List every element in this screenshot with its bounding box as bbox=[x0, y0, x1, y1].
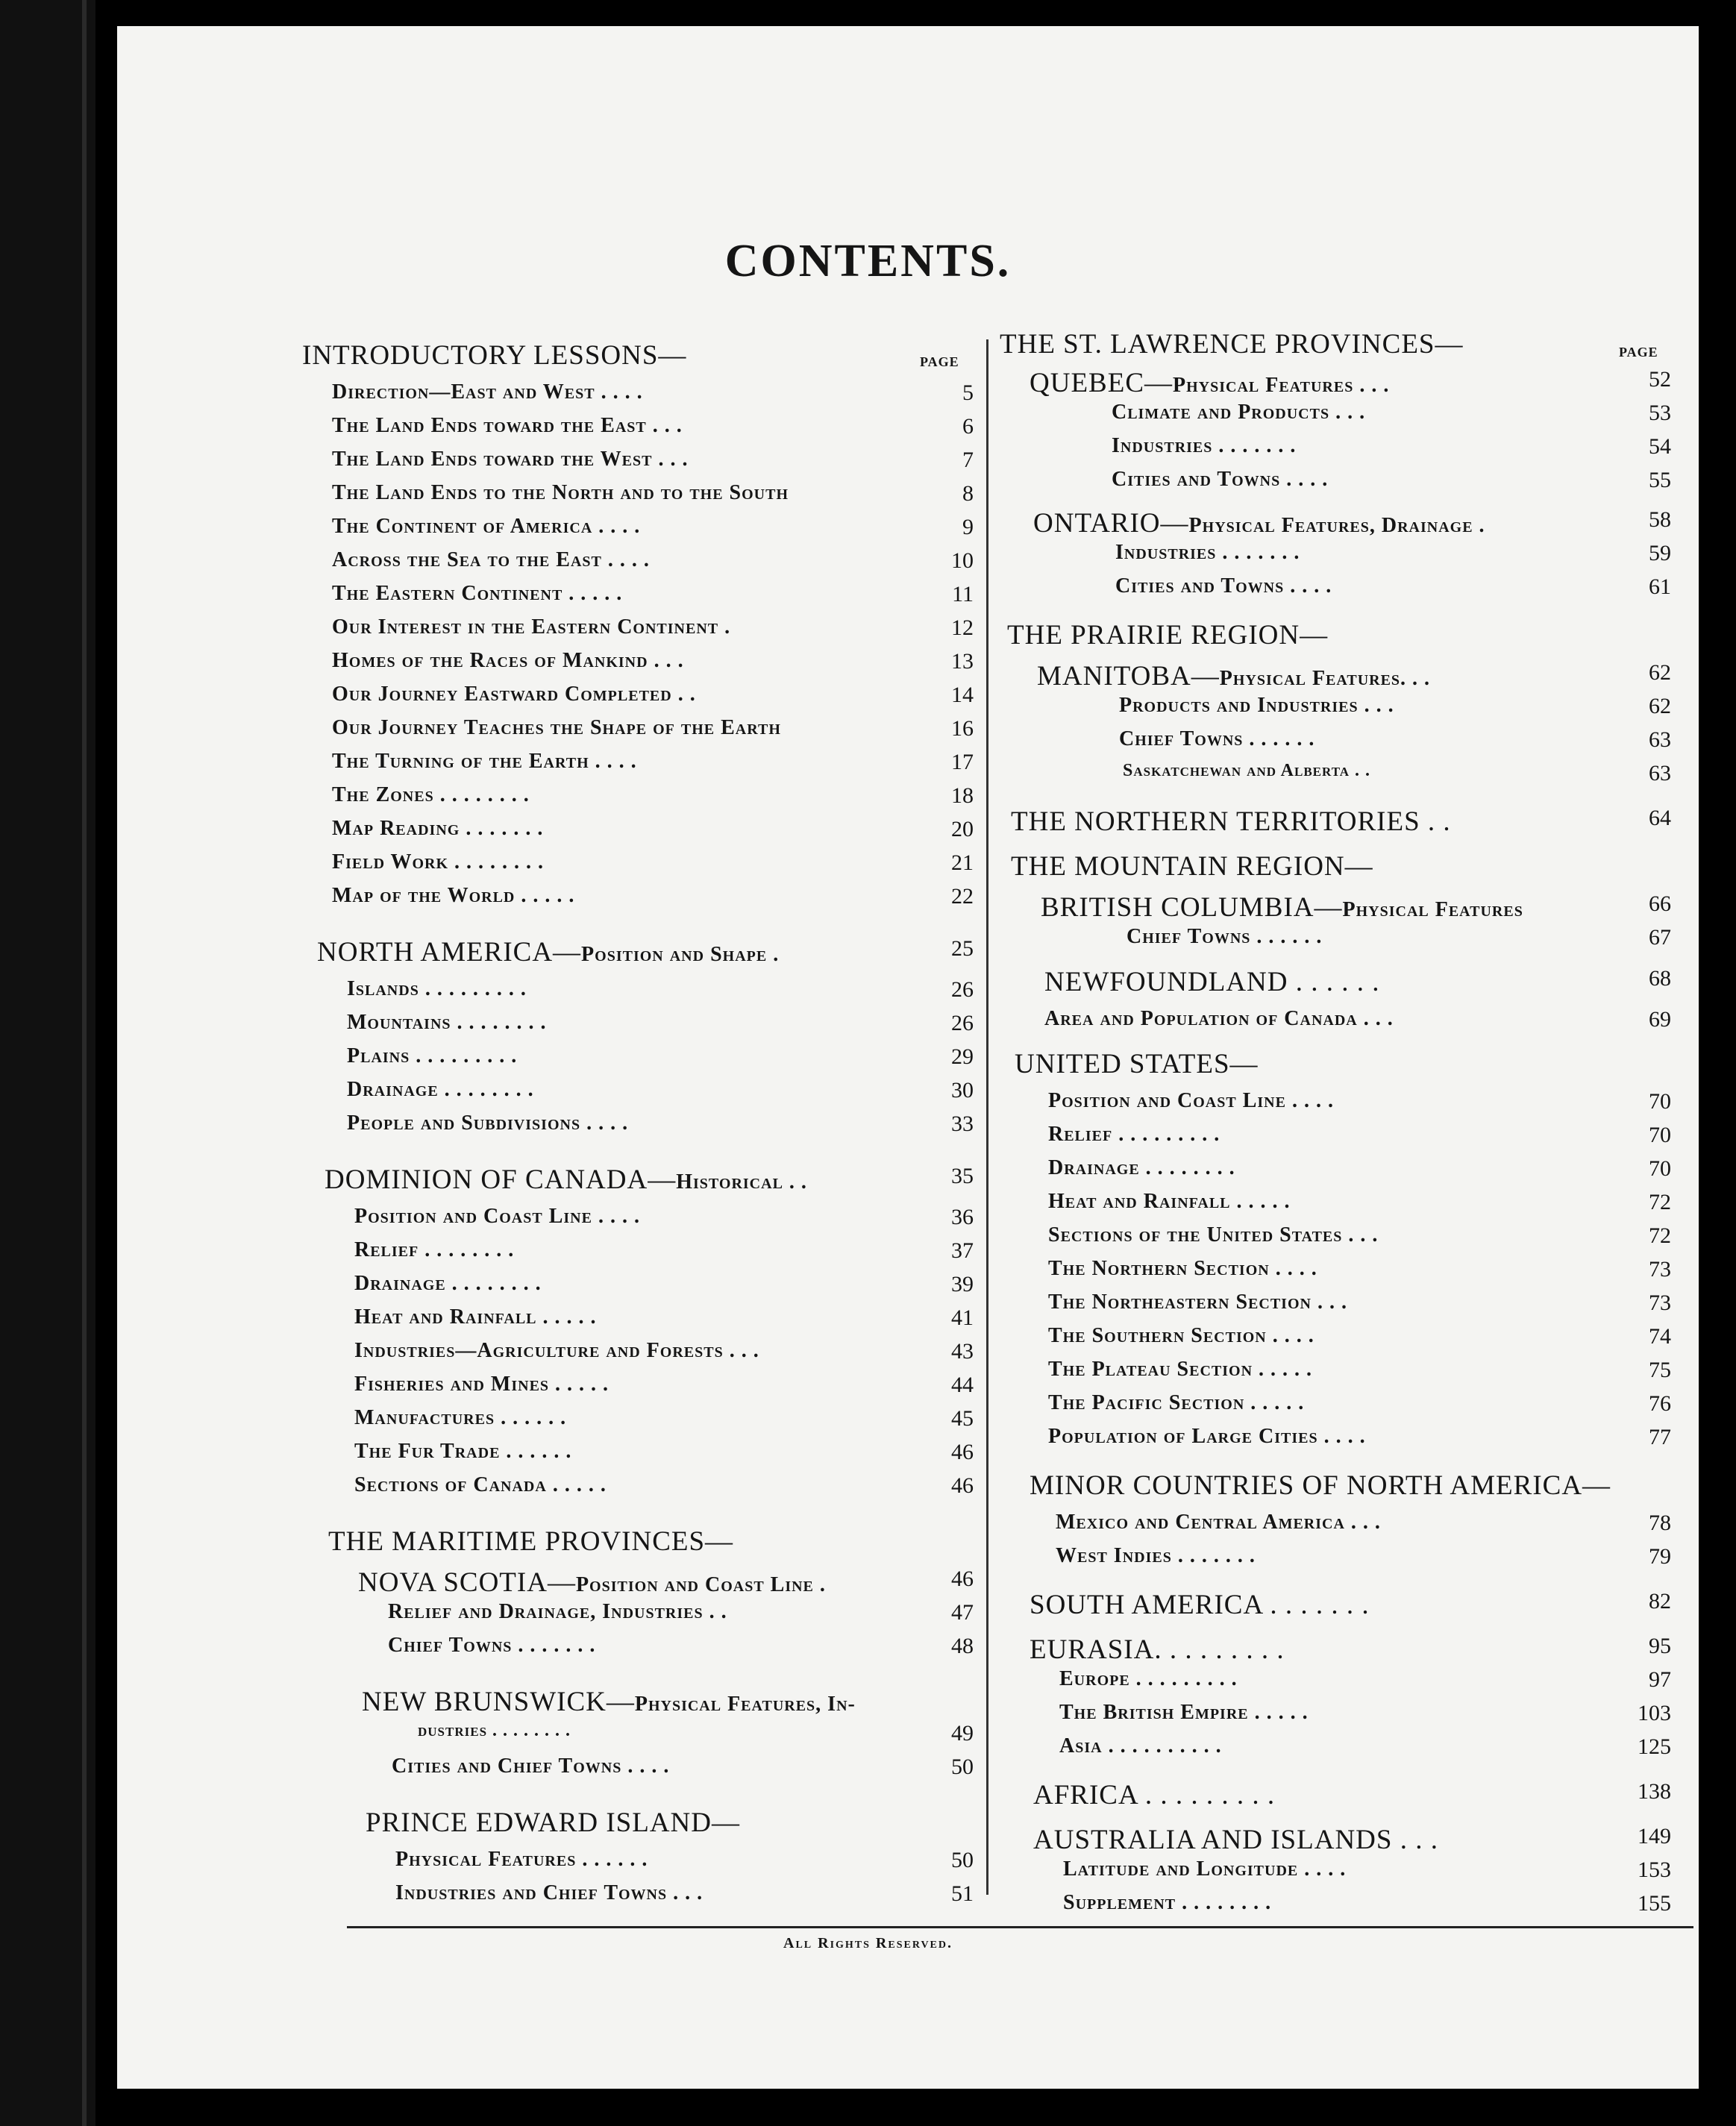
page-number: 17 bbox=[951, 750, 974, 774]
entry-title: Physical Features . . . . . . bbox=[395, 1848, 648, 1871]
entry-title: Heat and Rainfall . . . . . bbox=[354, 1305, 597, 1329]
toc-entry bbox=[1048, 1257, 1671, 1290]
entry-title: Field Work . . . . . . . . bbox=[332, 850, 545, 874]
toc-entry bbox=[1030, 367, 1671, 400]
page-number: 37 bbox=[951, 1238, 974, 1263]
toc-entry bbox=[1059, 1701, 1671, 1734]
page-number: 12 bbox=[951, 615, 974, 640]
entry-title: Population of Large Cities . . . . bbox=[1048, 1425, 1366, 1448]
page-number: 66 bbox=[1649, 891, 1671, 916]
toc-entry bbox=[1030, 1634, 1671, 1666]
entry-title: Products and Industries . . . bbox=[1119, 694, 1394, 717]
entry-title: Relief and Drainage, Industries . . bbox=[388, 1600, 727, 1623]
entry-title: The Land Ends toward the East . . . bbox=[332, 414, 683, 437]
section-heading: PRINCE EDWARD ISLAND— bbox=[366, 1807, 740, 1838]
page-number: 36 bbox=[951, 1205, 974, 1229]
entry-title: Drainage . . . . . . . . bbox=[354, 1272, 542, 1295]
entry-title: The Turning of the Earth . . . . bbox=[332, 750, 637, 773]
toc-entry bbox=[358, 1567, 974, 1599]
toc-entry bbox=[347, 1044, 974, 1077]
toc-entry bbox=[1030, 1470, 1671, 1502]
entry-title: The Land Ends toward the West . . . bbox=[332, 448, 689, 471]
section-heading: THE MARITIME PROVINCES— bbox=[328, 1526, 734, 1557]
entry-title: Chief Towns . . . . . . . bbox=[388, 1634, 596, 1657]
toc-entry bbox=[347, 1011, 974, 1044]
toc-entry bbox=[1123, 761, 1671, 794]
entry-title: Relief . . . . . . . . bbox=[354, 1238, 515, 1261]
toc-entry bbox=[1030, 1589, 1671, 1622]
toc-entry bbox=[354, 1473, 974, 1506]
entry-title: Drainage . . . . . . . . bbox=[1048, 1156, 1235, 1179]
page-number: 20 bbox=[951, 817, 974, 841]
page-number: 13 bbox=[951, 649, 974, 674]
entry-title: The Continent of America . . . . bbox=[332, 515, 641, 538]
entry-title: Map of the World . . . . . bbox=[332, 884, 575, 907]
toc-entry bbox=[354, 1205, 974, 1238]
page-number: 21 bbox=[951, 850, 974, 875]
toc-entry bbox=[354, 1272, 974, 1305]
entry-title: Europe . . . . . . . . . bbox=[1059, 1667, 1238, 1690]
page-number: 43 bbox=[951, 1339, 974, 1364]
entry-title: Physical Features, Drainage . bbox=[1188, 514, 1485, 537]
toc-entry bbox=[302, 339, 974, 372]
toc-entry bbox=[354, 1406, 974, 1439]
page-number: 64 bbox=[1649, 806, 1671, 830]
toc-entry bbox=[354, 1305, 974, 1338]
toc-entry bbox=[332, 817, 974, 850]
entry-title: Our Journey Eastward Completed . . bbox=[332, 683, 696, 706]
page-number: 7 bbox=[962, 448, 974, 472]
section-heading: MINOR COUNTRIES OF NORTH AMERICA— bbox=[1030, 1470, 1611, 1501]
page-number: 39 bbox=[951, 1272, 974, 1296]
toc-entry bbox=[1112, 401, 1671, 433]
page-number: 103 bbox=[1638, 1701, 1671, 1725]
section-heading: NOVA SCOTIA— bbox=[358, 1567, 576, 1598]
toc-entry bbox=[1007, 619, 1671, 652]
page-number: 50 bbox=[951, 1755, 974, 1779]
toc-entry bbox=[366, 1807, 974, 1840]
page-number: 35 bbox=[951, 1164, 974, 1188]
page-number: 26 bbox=[951, 1011, 974, 1035]
page-number: 10 bbox=[951, 548, 974, 573]
toc-entry bbox=[347, 1111, 974, 1144]
entry-title: The Pacific Section . . . . . bbox=[1048, 1391, 1305, 1414]
toc-entry bbox=[332, 716, 974, 749]
section-heading: THE ST. LAWRENCE PROVINCES— bbox=[1000, 329, 1464, 360]
page-title: CONTENTS. bbox=[724, 236, 1012, 286]
toc-entry bbox=[1115, 541, 1671, 574]
entry-title: The Plateau Section . . . . . bbox=[1048, 1358, 1313, 1381]
page-column-label-right: PAGE bbox=[1619, 345, 1658, 360]
page-number: 68 bbox=[1649, 966, 1671, 991]
page-number: 63 bbox=[1649, 727, 1671, 752]
entry-title: The Northeastern Section . . . bbox=[1048, 1291, 1347, 1314]
toc-entry bbox=[332, 615, 974, 648]
section-heading: NEW BRUNSWICK— bbox=[362, 1687, 635, 1717]
page-number: 138 bbox=[1638, 1779, 1671, 1804]
scan-edge bbox=[82, 0, 87, 2126]
page-number: 74 bbox=[1649, 1324, 1671, 1349]
page-number: 97 bbox=[1649, 1667, 1671, 1692]
toc-entry bbox=[332, 582, 974, 615]
toc-entry bbox=[332, 548, 974, 581]
entry-title: Historical . . bbox=[676, 1170, 807, 1194]
toc-entry bbox=[1059, 1734, 1671, 1767]
toc-entry bbox=[354, 1373, 974, 1405]
page-number: 62 bbox=[1649, 694, 1671, 718]
page-number: 63 bbox=[1649, 761, 1671, 786]
toc-entry bbox=[395, 1848, 974, 1881]
toc-entry bbox=[332, 448, 974, 480]
entry-title: People and Subdivisions . . . . bbox=[347, 1111, 629, 1135]
entry-title: Fisheries and Mines . . . . . bbox=[354, 1373, 610, 1396]
entry-title: dustries . . . . . . . . bbox=[418, 1721, 571, 1740]
entry-title: The Northern Section . . . . bbox=[1048, 1257, 1317, 1280]
rights-footer: All Rights Reserved. bbox=[783, 1935, 953, 1951]
entry-title: Industries . . . . . . . bbox=[1112, 434, 1297, 457]
scan-border bbox=[0, 0, 95, 2126]
page-number: 55 bbox=[1649, 468, 1671, 492]
toc-entry bbox=[325, 1164, 974, 1197]
page-number: 70 bbox=[1649, 1156, 1671, 1181]
entry-title: Our Interest in the Eastern Continent . bbox=[332, 615, 731, 639]
toc-entry bbox=[354, 1339, 974, 1372]
toc-entry bbox=[332, 884, 974, 917]
entry-title: Map Reading . . . . . . . bbox=[332, 817, 544, 840]
toc-entry bbox=[1048, 1291, 1671, 1323]
page-number: 8 bbox=[962, 481, 974, 506]
entry-title: Physical Features bbox=[1342, 898, 1523, 921]
page-number: 16 bbox=[951, 716, 974, 741]
toc-entry bbox=[1000, 328, 1671, 361]
toc-entry bbox=[1048, 1324, 1671, 1357]
page-number: 72 bbox=[1649, 1223, 1671, 1248]
section-heading: NORTH AMERICA— bbox=[317, 937, 582, 968]
section-heading: INTRODUCTORY LESSONS— bbox=[302, 340, 687, 371]
page-number: 73 bbox=[1649, 1291, 1671, 1315]
toc-entry bbox=[332, 750, 974, 783]
section-heading: NEWFOUNDLAND . . . . . . bbox=[1044, 967, 1380, 997]
toc-entry bbox=[317, 936, 974, 969]
entry-title: Chief Towns . . . . . . bbox=[1126, 925, 1323, 948]
toc-entry bbox=[1048, 1223, 1671, 1256]
toc-entry bbox=[1044, 966, 1671, 999]
page-number: 29 bbox=[951, 1044, 974, 1069]
toc-entry bbox=[1115, 574, 1671, 607]
toc-entry bbox=[388, 1600, 974, 1633]
page-number: 58 bbox=[1649, 507, 1671, 532]
entry-title: Across the Sea to the East . . . . bbox=[332, 548, 650, 571]
toc-entry bbox=[1063, 1891, 1671, 1924]
toc-entry bbox=[1048, 1089, 1671, 1122]
page-number: 53 bbox=[1649, 401, 1671, 425]
entry-title: The Fur Trade . . . . . . bbox=[354, 1440, 572, 1463]
toc-entry bbox=[1048, 1190, 1671, 1223]
entry-title: Our Journey Teaches the Shape of the Earth bbox=[332, 716, 781, 739]
toc-entry bbox=[347, 1078, 974, 1111]
entry-title: Supplement . . . . . . . . bbox=[1063, 1891, 1272, 1914]
entry-title: Sections of Canada . . . . . bbox=[354, 1473, 607, 1496]
toc-entry bbox=[1048, 1358, 1671, 1390]
page-number: 44 bbox=[951, 1373, 974, 1397]
page-number: 14 bbox=[951, 683, 974, 707]
entry-title: Manufactures . . . . . . bbox=[354, 1406, 567, 1429]
page-number: 95 bbox=[1649, 1634, 1671, 1658]
section-heading: MANITOBA— bbox=[1037, 661, 1220, 692]
section-heading: EURASIA. . . . . . . . . bbox=[1030, 1634, 1285, 1665]
page-number: 153 bbox=[1638, 1857, 1671, 1882]
entry-title: Mexico and Central America . . . bbox=[1056, 1511, 1381, 1534]
section-heading: UNITED STATES— bbox=[1015, 1049, 1259, 1079]
toc-entry bbox=[354, 1440, 974, 1473]
entry-title: Saskatchewan and Alberta . . bbox=[1123, 761, 1371, 780]
entry-title: Industries and Chief Towns . . . bbox=[395, 1881, 704, 1904]
section-heading: AUSTRALIA AND ISLANDS . . . bbox=[1033, 1825, 1438, 1855]
entry-title: Mountains . . . . . . . . bbox=[347, 1011, 547, 1034]
entry-title: Climate and Products . . . bbox=[1112, 401, 1366, 424]
page-number: 59 bbox=[1649, 541, 1671, 565]
toc-entry bbox=[1011, 806, 1671, 838]
entry-title: Asia . . . . . . . . . . bbox=[1059, 1734, 1222, 1757]
page-number: 67 bbox=[1649, 925, 1671, 950]
page-number: 48 bbox=[951, 1634, 974, 1658]
toc-entry bbox=[332, 380, 974, 413]
page-number: 125 bbox=[1638, 1734, 1671, 1759]
page-number: 33 bbox=[951, 1111, 974, 1136]
page-number: 82 bbox=[1649, 1589, 1671, 1614]
entry-title: Industries—Agriculture and Forests . . . bbox=[354, 1339, 759, 1362]
entry-title: West Indies . . . . . . . bbox=[1056, 1544, 1256, 1567]
page-number: 62 bbox=[1649, 660, 1671, 685]
toc-entry bbox=[1044, 1007, 1671, 1040]
toc-entry bbox=[1048, 1156, 1671, 1189]
entry-title: Heat and Rainfall . . . . . bbox=[1048, 1190, 1291, 1213]
toc-entry bbox=[354, 1238, 974, 1271]
section-heading: QUEBEC— bbox=[1030, 368, 1173, 398]
entry-title: Cities and Towns . . . . bbox=[1115, 574, 1332, 598]
toc-entry bbox=[332, 481, 974, 514]
entry-title: Position and Coast Line . . . . bbox=[1048, 1089, 1334, 1112]
entry-title: Position and Coast Line . . . . bbox=[354, 1205, 640, 1228]
entry-title: Drainage . . . . . . . . bbox=[347, 1078, 534, 1101]
page-number: 70 bbox=[1649, 1123, 1671, 1147]
section-heading: THE NORTHERN TERRITORIES . . bbox=[1011, 806, 1451, 837]
page-number: 26 bbox=[951, 977, 974, 1002]
toc-entry bbox=[1056, 1544, 1671, 1577]
toc-entry bbox=[332, 850, 974, 883]
section-heading: THE PRAIRIE REGION— bbox=[1007, 620, 1329, 650]
toc-entry bbox=[418, 1721, 974, 1754]
toc-entry bbox=[362, 1686, 974, 1719]
toc-entry bbox=[388, 1634, 974, 1666]
page-number: 11 bbox=[952, 582, 974, 606]
page-number: 51 bbox=[951, 1881, 974, 1906]
page-number: 76 bbox=[1649, 1391, 1671, 1416]
entry-title: The Zones . . . . . . . . bbox=[332, 783, 530, 806]
page-number: 78 bbox=[1649, 1511, 1671, 1535]
entry-title: Latitude and Longitude . . . . bbox=[1063, 1857, 1347, 1881]
page-number: 52 bbox=[1649, 367, 1671, 392]
toc-entry bbox=[1119, 727, 1671, 760]
section-heading: SOUTH AMERICA . . . . . . . bbox=[1030, 1590, 1370, 1620]
page-number: 9 bbox=[962, 515, 974, 539]
page-number: 5 bbox=[962, 380, 974, 405]
toc-entry bbox=[347, 977, 974, 1010]
toc-entry bbox=[332, 783, 974, 816]
toc-entry bbox=[392, 1755, 974, 1787]
toc-entry bbox=[395, 1881, 974, 1914]
entry-title: Plains . . . . . . . . . bbox=[347, 1044, 518, 1067]
entry-title: Physical Features, In- bbox=[634, 1693, 856, 1716]
page-column-label-left: PAGE bbox=[920, 354, 959, 369]
toc-entry bbox=[1033, 1824, 1671, 1857]
section-heading: AFRICA . . . . . . . . . bbox=[1033, 1780, 1276, 1810]
page-number: 46 bbox=[951, 1473, 974, 1498]
entry-title: Homes of the Races of Mankind . . . bbox=[332, 649, 684, 672]
page-number: 77 bbox=[1649, 1425, 1671, 1449]
page-number: 46 bbox=[951, 1567, 974, 1591]
page-number: 54 bbox=[1649, 434, 1671, 459]
toc-entry bbox=[1048, 1123, 1671, 1155]
entry-title: Relief . . . . . . . . . bbox=[1048, 1123, 1220, 1146]
toc-entry bbox=[1119, 694, 1671, 727]
toc-entry bbox=[1126, 925, 1671, 958]
page-number: 47 bbox=[951, 1600, 974, 1625]
toc-entry bbox=[332, 649, 974, 682]
entry-title: Cities and Towns . . . . bbox=[1112, 468, 1329, 491]
page-number: 46 bbox=[951, 1440, 974, 1464]
page-number: 149 bbox=[1638, 1824, 1671, 1849]
entry-title: Position and Shape . bbox=[581, 943, 780, 966]
entry-title: The British Empire . . . . . bbox=[1059, 1701, 1309, 1724]
section-heading: BRITISH COLUMBIA— bbox=[1041, 892, 1343, 923]
page-number: 72 bbox=[1649, 1190, 1671, 1214]
toc-entry bbox=[1015, 1048, 1671, 1081]
toc-entry bbox=[328, 1525, 974, 1558]
page-number: 30 bbox=[951, 1078, 974, 1103]
toc-entry bbox=[1033, 1779, 1671, 1812]
page-number: 155 bbox=[1638, 1891, 1671, 1916]
toc-entry bbox=[1112, 434, 1671, 467]
entry-title: Position and Coast Line . bbox=[575, 1573, 826, 1596]
section-heading: DOMINION OF CANADA— bbox=[325, 1164, 677, 1195]
page-number: 70 bbox=[1649, 1089, 1671, 1114]
toc-entry bbox=[332, 414, 974, 447]
page-number: 69 bbox=[1649, 1007, 1671, 1032]
entry-title: The Eastern Continent . . . . . bbox=[332, 582, 623, 605]
page-number: 73 bbox=[1649, 1257, 1671, 1282]
page-number: 79 bbox=[1649, 1544, 1671, 1569]
entry-title: The Southern Section . . . . bbox=[1048, 1324, 1314, 1347]
entry-title: Chief Towns . . . . . . bbox=[1119, 727, 1315, 750]
toc-entry bbox=[332, 683, 974, 715]
entry-title: Industries . . . . . . . bbox=[1115, 541, 1300, 564]
entry-title: Physical Features. . . bbox=[1219, 667, 1431, 690]
entry-title: Physical Features . . . bbox=[1173, 374, 1390, 397]
footer-rule bbox=[347, 1926, 1693, 1928]
entry-title: Area and Population of Canada . . . bbox=[1044, 1007, 1394, 1030]
toc-entry bbox=[1059, 1667, 1671, 1700]
page-number: 49 bbox=[951, 1721, 974, 1746]
toc-entry bbox=[1011, 850, 1671, 883]
toc-entry bbox=[1041, 891, 1671, 924]
page-number: 50 bbox=[951, 1848, 974, 1872]
entry-title: Direction—East and West . . . . bbox=[332, 380, 643, 404]
page-number: 25 bbox=[951, 936, 974, 961]
column-divider bbox=[986, 339, 988, 1895]
toc-entry bbox=[1033, 507, 1671, 540]
section-heading: ONTARIO— bbox=[1033, 508, 1189, 539]
page-number: 41 bbox=[951, 1305, 974, 1330]
toc-entry bbox=[1063, 1857, 1671, 1890]
toc-entry bbox=[1056, 1511, 1671, 1543]
toc-entry bbox=[1048, 1391, 1671, 1424]
entry-title: Sections of the United States . . . bbox=[1048, 1223, 1379, 1247]
entry-title: Cities and Chief Towns . . . . bbox=[392, 1755, 670, 1778]
page-number: 6 bbox=[962, 414, 974, 439]
toc-entry bbox=[1037, 660, 1671, 693]
toc-entry bbox=[1048, 1425, 1671, 1458]
page-number: 75 bbox=[1649, 1358, 1671, 1382]
page-number: 18 bbox=[951, 783, 974, 808]
page-number: 61 bbox=[1649, 574, 1671, 599]
entry-title: The Land Ends to the North and to the South bbox=[332, 481, 789, 504]
page-number: 45 bbox=[951, 1406, 974, 1431]
entry-title: Islands . . . . . . . . . bbox=[347, 977, 527, 1000]
toc-entry bbox=[332, 515, 974, 548]
toc-entry bbox=[1112, 468, 1671, 501]
section-heading: THE MOUNTAIN REGION— bbox=[1011, 851, 1373, 882]
page-number: 22 bbox=[951, 884, 974, 909]
